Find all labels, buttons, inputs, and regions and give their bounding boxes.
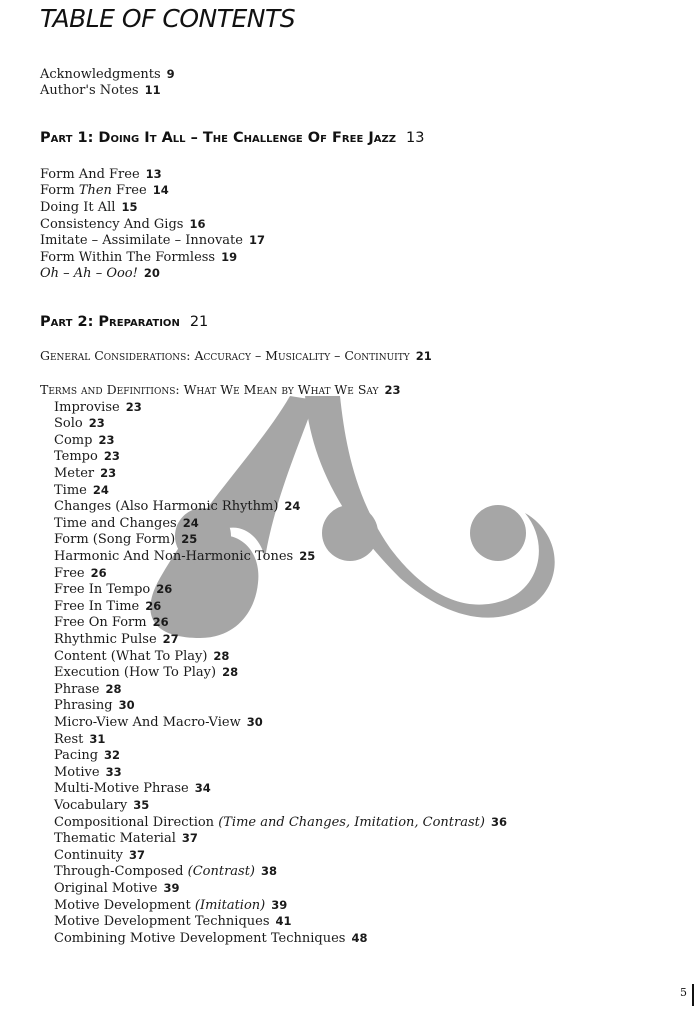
toc-sub-entry[interactable]: Comp 23: [54, 433, 115, 448]
toc-entry[interactable]: Oh – Ah – Ooo! 20: [40, 266, 160, 281]
toc-sub-entry[interactable]: Free On Form 26: [54, 615, 169, 630]
toc-entry[interactable]: Consistency And Gigs 16: [40, 217, 206, 232]
toc-sub-entry[interactable]: Pacing 32: [54, 748, 121, 763]
page-title: TABLE OF CONTENTS: [40, 4, 296, 33]
toc-sub-entry[interactable]: Execution (How To Play) 28: [54, 665, 239, 680]
toc-sub-entry[interactable]: Harmonic And Non-Harmonic Tones 25: [54, 549, 316, 564]
toc-sub-entry[interactable]: Meter 23: [54, 466, 117, 481]
toc-entry[interactable]: Doing It All 15: [40, 200, 138, 215]
toc-sub-entry[interactable]: Continuity 37: [54, 848, 146, 863]
toc-sub-entry[interactable]: Content (What To Play) 28: [54, 649, 230, 664]
toc-sub-entry[interactable]: Compositional Direction (Time and Changes, Imitation, Contrast) 36: [54, 815, 507, 830]
toc-sub-entry[interactable]: Motive 33: [54, 765, 122, 780]
toc-sub-entry[interactable]: Solo 23: [54, 416, 105, 431]
toc-sub-entry[interactable]: Free In Time 26: [54, 599, 162, 614]
toc-sub-entry[interactable]: Free 26: [54, 566, 107, 581]
toc-sub-entry[interactable]: Vocabulary 35: [54, 798, 150, 813]
toc-entry[interactable]: Form And Free 13: [40, 167, 162, 182]
toc-section-general-considerations[interactable]: General Considerations: Accuracy – Musicality – Continuity 21: [40, 348, 432, 363]
toc-sub-entry[interactable]: Time and Changes 24: [54, 516, 199, 531]
page-number: 5: [680, 986, 687, 999]
toc-section-terms-definitions[interactable]: Terms and Definitions: What We Mean by What We Say 23: [40, 382, 401, 397]
toc-sub-entry[interactable]: Original Motive 39: [54, 881, 180, 896]
toc-sub-entry[interactable]: Improvise 23: [54, 400, 142, 415]
toc-sub-entry[interactable]: Motive Development Techniques 41: [54, 914, 292, 929]
toc-sub-entry[interactable]: Time 24: [54, 483, 109, 498]
page-edge-rule: [692, 984, 694, 1006]
toc-sub-entry[interactable]: Changes (Also Harmonic Rhythm) 24: [54, 499, 301, 514]
toc-sub-entry[interactable]: Form (Song Form) 25: [54, 532, 198, 547]
toc-sub-entry[interactable]: Phrase 28: [54, 682, 122, 697]
toc-sub-entry[interactable]: Multi-Motive Phrase 34: [54, 781, 211, 796]
watermark-center-dot: [322, 505, 378, 561]
toc-sub-entry[interactable]: Combining Motive Development Techniques 48: [54, 931, 368, 946]
toc-sub-entry[interactable]: Through-Composed (Contrast) 38: [54, 864, 278, 879]
toc-sub-entry[interactable]: Rhythmic Pulse 27: [54, 632, 179, 647]
toc-sub-entry[interactable]: Tempo 23: [54, 449, 120, 464]
watermark-right-dot: [470, 505, 526, 561]
part-2-heading[interactable]: Part 2: Preparation 21: [40, 314, 209, 330]
toc-entry-acknowledgments[interactable]: Acknowledgments 9: [40, 67, 175, 82]
part-1-heading[interactable]: Part 1: Doing It All – The Challenge Of Free Jazz 13: [40, 130, 425, 146]
toc-entry[interactable]: Form Then Free 14: [40, 183, 169, 198]
toc-entry[interactable]: Form Within The Formless 19: [40, 250, 238, 265]
toc-sub-entry[interactable]: Free In Tempo 26: [54, 582, 173, 597]
logo-watermark: [140, 388, 570, 648]
toc-sub-entry[interactable]: Micro-View And Macro-View 30: [54, 715, 263, 730]
toc-entry[interactable]: Imitate – Assimilate – Innovate 17: [40, 233, 265, 248]
toc-sub-entry[interactable]: Thematic Material 37: [54, 831, 198, 846]
toc-sub-entry[interactable]: Motive Development (Imitation) 39: [54, 898, 288, 913]
toc-entry-authors-notes[interactable]: Author's Notes 11: [40, 83, 161, 98]
toc-sub-entry[interactable]: Phrasing 30: [54, 698, 135, 713]
toc-sub-entry[interactable]: Rest 31: [54, 732, 106, 747]
